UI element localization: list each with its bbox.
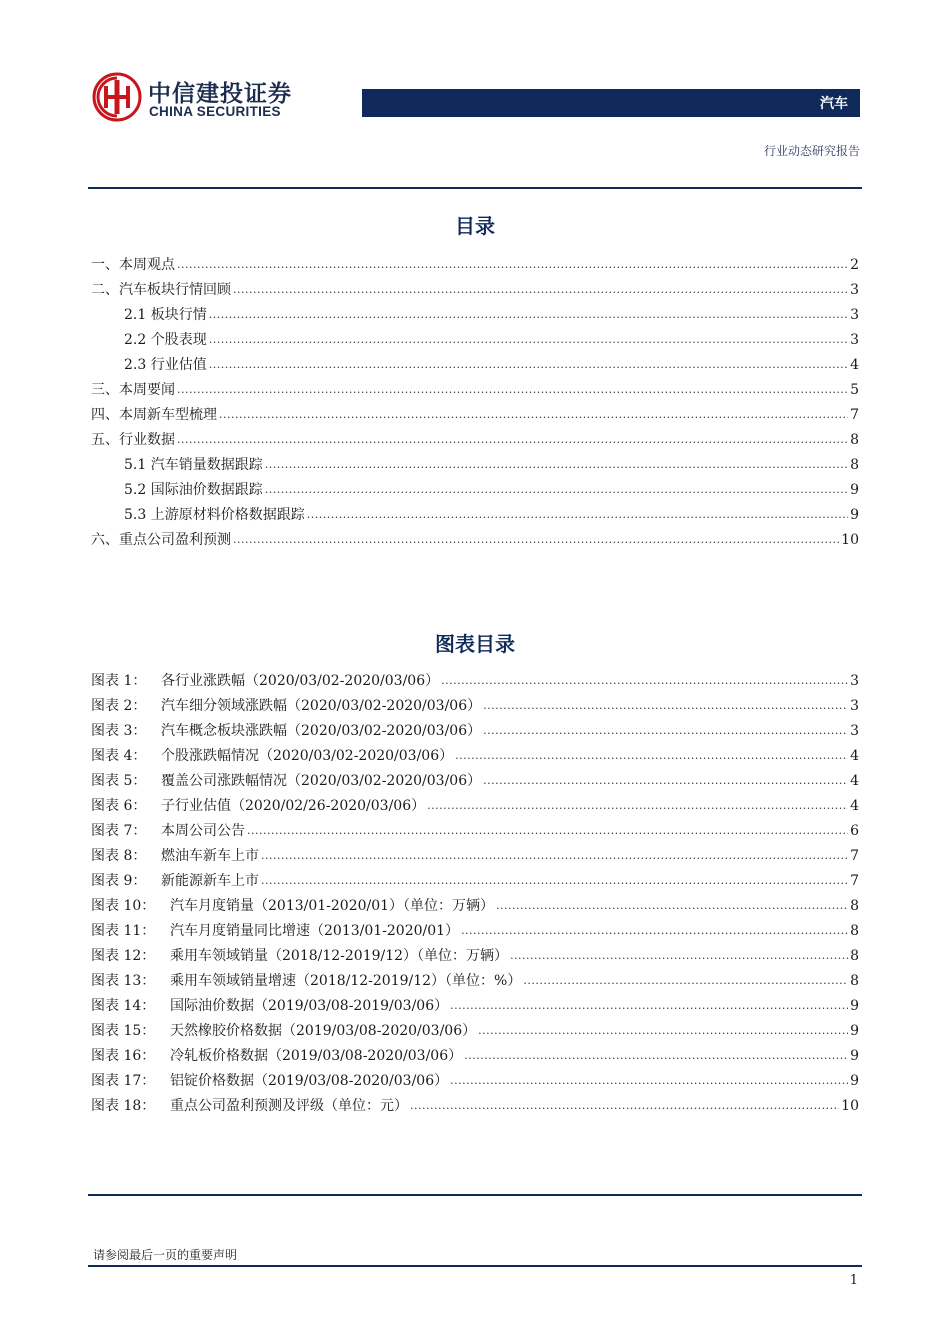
toc-entry-page: 4 (850, 357, 859, 373)
figure-text: 乘用车领域销量（2018/12-2019/12）（单位：万辆） (170, 948, 509, 964)
figure-text: 新能源新车上市 (161, 873, 259, 889)
leader-dots (307, 506, 848, 524)
toc-entry-text: 5.2 国际油价数据跟踪 (124, 482, 263, 498)
figure-label: 图表 2： (91, 698, 147, 714)
toc-entry-page: 10 (841, 532, 859, 548)
figure-text: 天然橡胶价格数据（2019/03/08-2020/03/06） (170, 1023, 477, 1039)
figure-text: 本周公司公告 (161, 823, 245, 839)
toc-entry[interactable] (91, 252, 859, 274)
figure-text: 汽车细分领域涨跌幅（2020/03/02-2020/03/06） (161, 698, 482, 714)
figure-label: 图表 9： (91, 873, 147, 889)
leader-dots (177, 431, 848, 449)
figure-page: 6 (850, 823, 859, 839)
leader-dots (265, 456, 848, 474)
figure-label: 图表 13： (91, 973, 156, 989)
citic-logo-icon (92, 72, 142, 122)
toc-entry[interactable] (91, 427, 859, 449)
toc-entry-text: 五、行业数据 (91, 432, 175, 448)
figure-text: 燃油车新车上市 (161, 848, 259, 864)
leader-dots (209, 306, 848, 324)
toc-entry-page: 3 (850, 332, 859, 348)
company-logo (92, 70, 312, 126)
figure-text: 个股涨跌幅情况（2020/03/02-2020/03/06） (161, 748, 454, 764)
leader-dots (233, 281, 848, 299)
figure-entry[interactable] (91, 918, 859, 940)
figure-text: 铝锭价格数据（2019/03/08-2020/03/06） (170, 1073, 449, 1089)
figure-text: 冷轧板价格数据（2019/03/08-2020/03/06） (170, 1048, 463, 1064)
figure-page: 8 (850, 898, 859, 914)
figure-text: 重点公司盈利预测及评级（单位：元） (170, 1098, 408, 1114)
company-name-en: CHINA SECURITIES (149, 104, 281, 119)
toc-title: 目录 (455, 214, 495, 238)
toc-entry-text: 一、本周观点 (91, 257, 175, 273)
toc-entry-text: 三、本周要闻 (91, 382, 175, 398)
figure-text: 覆盖公司涨跌幅情况（2020/03/02-2020/03/06） (161, 773, 482, 789)
figure-entry[interactable] (91, 768, 859, 790)
footer-divider-bottom (88, 1265, 862, 1267)
figure-entry[interactable] (91, 793, 859, 815)
figure-page: 8 (850, 973, 859, 989)
figure-label: 图表 16： (91, 1048, 156, 1064)
figure-label: 图表 3： (91, 723, 147, 739)
leader-dots (427, 797, 848, 815)
leader-dots (261, 847, 848, 865)
figure-label: 图表 4： (91, 748, 147, 764)
leader-dots (478, 1022, 848, 1040)
toc-subentry[interactable] (91, 302, 859, 324)
figure-text: 汽车月度销量同比增速（2013/01-2020/01） (170, 923, 460, 939)
footer-divider (88, 1194, 862, 1196)
figure-label: 图表 1： (91, 673, 147, 689)
leader-dots (496, 897, 848, 915)
figure-label: 图表 18： (91, 1098, 156, 1114)
figure-page: 4 (850, 773, 859, 789)
figure-text: 子行业估值（2020/02/26-2020/03/06） (161, 798, 426, 814)
leader-dots (177, 256, 848, 274)
toc-entry-text: 2.1 板块行情 (124, 307, 207, 323)
figure-page: 10 (841, 1098, 859, 1114)
figure-label: 图表 11： (91, 923, 156, 939)
toc-entry[interactable] (91, 377, 859, 399)
figure-entry[interactable] (91, 743, 859, 765)
figures-title: 图表目录 (435, 632, 515, 656)
toc-entry-text: 5.3 上游原材料价格数据跟踪 (124, 507, 305, 523)
figure-entry[interactable] (91, 993, 859, 1015)
figure-text: 汽车月度销量（2013/01-2020/01）（单位：万辆） (170, 898, 495, 914)
figure-label: 图表 5： (91, 773, 147, 789)
figure-page: 7 (850, 873, 859, 889)
leader-dots (209, 331, 848, 349)
figure-label: 图表 6： (91, 798, 147, 814)
figure-label: 图表 17： (91, 1073, 156, 1089)
figure-entry[interactable] (91, 668, 859, 690)
toc-entry[interactable] (91, 527, 859, 549)
toc-subentry[interactable] (91, 352, 859, 374)
figure-page: 3 (850, 673, 859, 689)
toc-entry-page: 9 (850, 507, 859, 523)
toc-entry-page: 3 (850, 307, 859, 323)
toc-entry-page: 7 (850, 407, 859, 423)
figure-page: 7 (850, 848, 859, 864)
figure-entry[interactable] (91, 843, 859, 865)
leader-dots (247, 822, 848, 840)
leader-dots (483, 772, 848, 790)
leader-dots (464, 1047, 848, 1065)
figure-page: 3 (850, 698, 859, 714)
figure-entry[interactable] (91, 1068, 859, 1090)
toc-entry-text: 二、汽车板块行情回顾 (91, 282, 231, 298)
figure-page: 4 (850, 798, 859, 814)
figure-label: 图表 12： (91, 948, 156, 964)
figure-page: 9 (850, 1048, 859, 1064)
sector-banner (362, 89, 860, 117)
figure-page: 9 (850, 1073, 859, 1089)
figure-page: 4 (850, 748, 859, 764)
figure-entry[interactable] (91, 1093, 859, 1115)
toc-entry[interactable] (91, 277, 859, 299)
leader-dots (455, 747, 848, 765)
header-divider (88, 187, 862, 189)
figure-label: 图表 8： (91, 848, 147, 864)
figure-entry[interactable] (91, 893, 859, 915)
page-number: 1 (849, 1273, 858, 1288)
toc-subentry[interactable] (91, 477, 859, 499)
toc-entry-text: 四、本周新车型梳理 (91, 407, 217, 423)
leader-dots (523, 972, 848, 990)
leader-dots (450, 997, 848, 1015)
figure-page: 3 (850, 723, 859, 739)
sector-label: 汽车 (820, 96, 848, 112)
leader-dots (461, 922, 848, 940)
toc-entry-text: 5.1 汽车销量数据跟踪 (124, 457, 263, 473)
figure-page: 9 (850, 1023, 859, 1039)
leader-dots (410, 1097, 839, 1115)
leader-dots (510, 947, 848, 965)
toc-entry-page: 8 (850, 432, 859, 448)
toc-entry-page: 8 (850, 457, 859, 473)
figure-entry[interactable] (91, 1043, 859, 1065)
toc-entry-text: 六、重点公司盈利预测 (91, 532, 231, 548)
leader-dots (209, 356, 848, 374)
figure-label: 图表 10： (91, 898, 156, 914)
leader-dots (483, 722, 848, 740)
figure-text: 国际油价数据（2019/03/08-2019/03/06） (170, 998, 449, 1014)
leader-dots (441, 672, 848, 690)
toc-entry-page: 5 (850, 382, 859, 398)
leader-dots (450, 1072, 848, 1090)
leader-dots (265, 481, 848, 499)
report-type: 行业动态研究报告 (763, 144, 860, 158)
toc-subentry[interactable] (91, 327, 859, 349)
figure-page: 9 (850, 998, 859, 1014)
figure-entry[interactable] (91, 943, 859, 965)
figure-entry[interactable] (91, 968, 859, 990)
leader-dots (177, 381, 848, 399)
figure-label: 图表 7： (91, 823, 147, 839)
toc-entry-text: 2.3 行业估值 (124, 357, 207, 373)
figure-entry[interactable] (91, 1018, 859, 1040)
figure-entry[interactable] (91, 718, 859, 740)
toc-entry-page: 2 (850, 257, 859, 273)
figure-label: 图表 15： (91, 1023, 156, 1039)
toc-entry-text: 2.2 个股表现 (124, 332, 207, 348)
figure-text: 各行业涨跌幅（2020/03/02-2020/03/06） (161, 673, 440, 689)
figure-entry[interactable] (91, 868, 859, 890)
leader-dots (233, 531, 839, 549)
toc-entry-page: 9 (850, 482, 859, 498)
figure-text: 乘用车领域销量增速（2018/12-2019/12）（单位：%） (170, 973, 522, 989)
toc-entry-page: 3 (850, 282, 859, 298)
leader-dots (219, 406, 848, 424)
figure-page: 8 (850, 923, 859, 939)
disclaimer-note: 请参阅最后一页的重要声明 (93, 1248, 238, 1262)
leader-dots (483, 697, 848, 715)
toc-entry[interactable] (91, 402, 859, 424)
figure-text: 汽车概念板块涨跌幅（2020/03/02-2020/03/06） (161, 723, 482, 739)
figure-label: 图表 14： (91, 998, 156, 1014)
leader-dots (261, 872, 848, 890)
company-name-cn: 中信建投证券 (148, 81, 292, 107)
figure-page: 8 (850, 948, 859, 964)
toc-subentry[interactable] (91, 452, 859, 474)
toc-subentry[interactable] (91, 502, 859, 524)
figure-entry[interactable] (91, 818, 859, 840)
figure-entry[interactable] (91, 693, 859, 715)
